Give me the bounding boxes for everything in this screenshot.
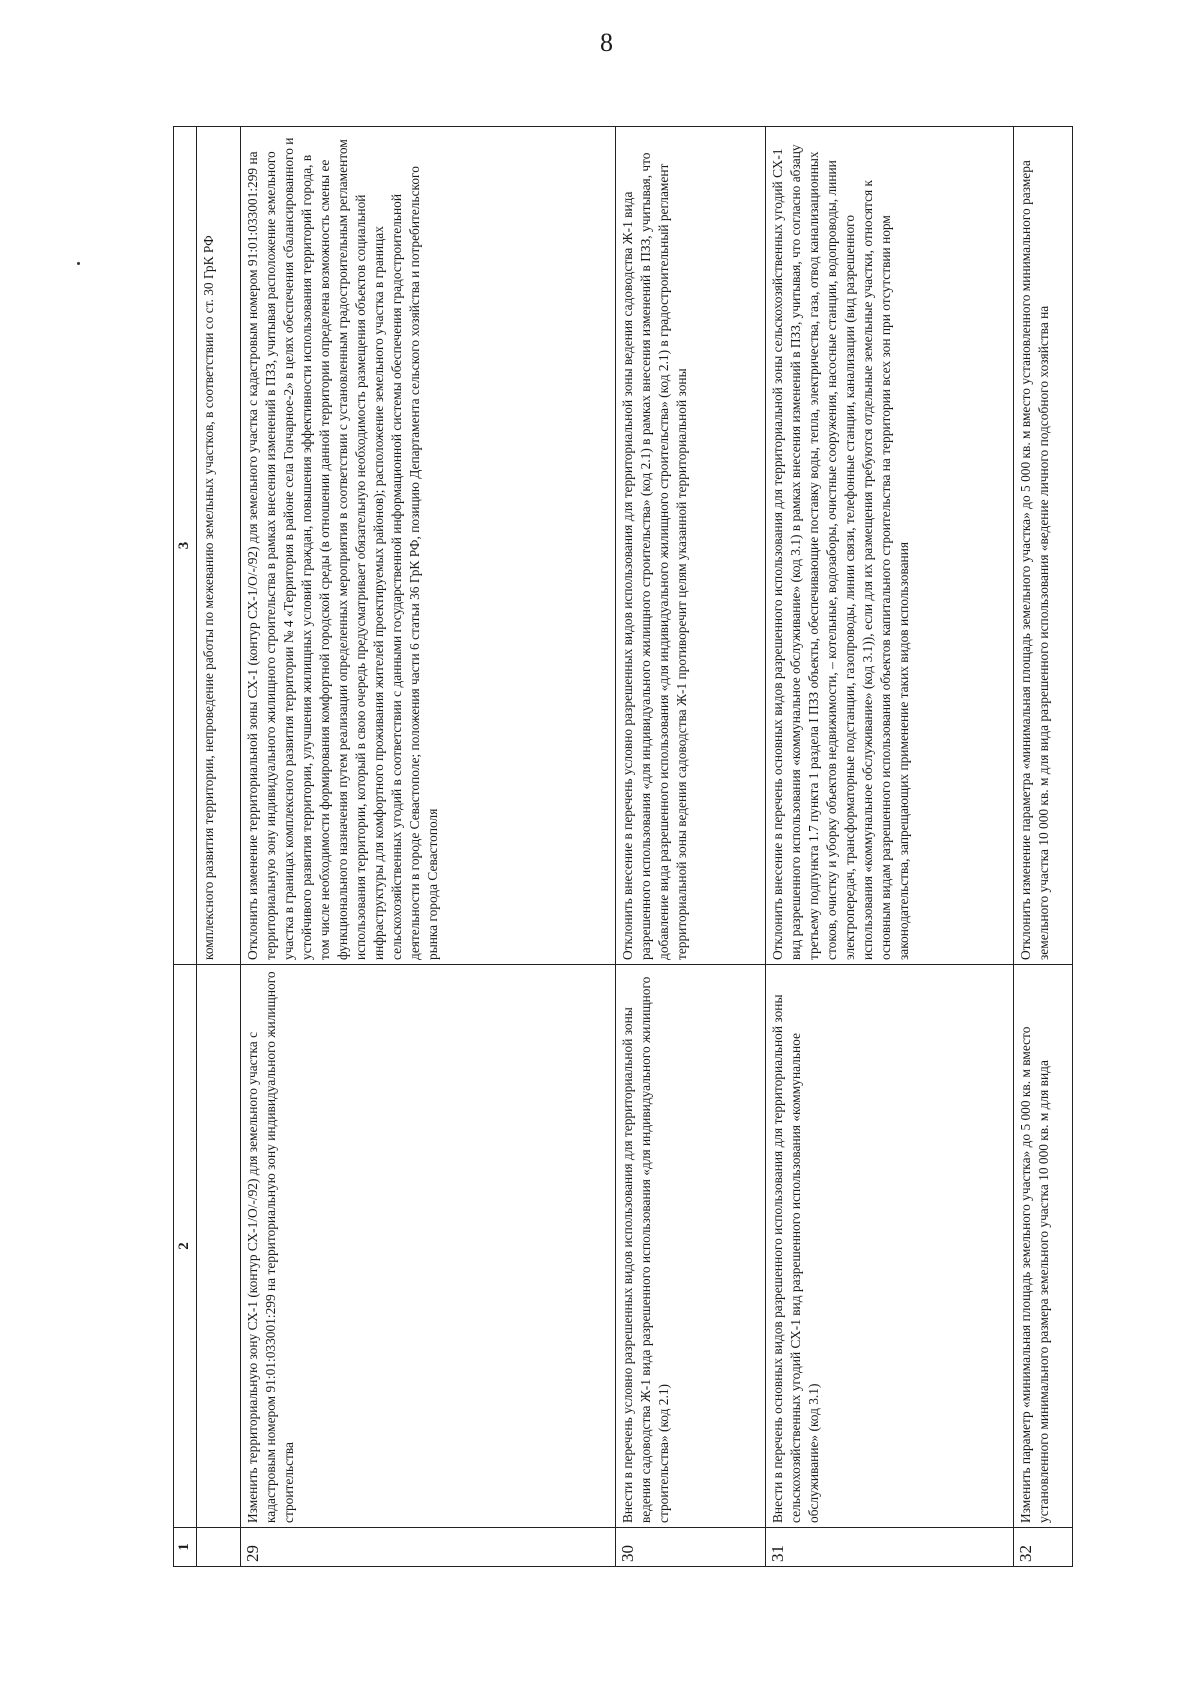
decision-cell: Отклонить внесение в перечень основных видов разрешенного использования для территориальной зоны сельскохозяйственных угодий СХ-1 вид разрешенного использования «коммунальное обслуживание» (код 3.1) в рамках внесения изменений в ПЗЗ, учитывая, что согласно абзацу третьему подпункта 1.7 пункта 1 раздела I ПЗЗ объекты, обеспечивающие поставку воды, тепла, электричества, газа, отвод канализационных стоков, очистку и уборку объектов недвижимости, – котельные, водозаборы, очистные сооружения, насосные станции, водопроводы, линии электропередач, трансформаторные подстанции, газопроводы, линии связи, телефонные станции, канализации (вид разрешенного использования «коммунальное обслуживание» (код 3.1)), если для их размещения требуются отдельные земельные участки, относятся к основным видам разрешенного использования объектов капитального строительства на территории всех зон при отсутствии норм законодательства, запрещающих применение таких видов использования bbox=[766, 127, 1014, 965]
decision-cell: Отклонить внесение в перечень условно разрешенных видов использования для территориальной зоны ведения садоводства Ж-1 вида разрешенного использования «для индивидуального жилищного строительства» (код 2.1) в рамках внесения изменений в ПЗЗ, учитывая, что добавление вида разрешенного использования «для индивидуального жилищного строительства» (код 2.1) в градостроительный регламент территориальной зоны ведения садоводства Ж-1 противоречит целям указанной территориальной зоны bbox=[616, 127, 766, 965]
row-number: 31 bbox=[766, 1528, 1014, 1567]
header-row bbox=[174, 127, 197, 1567]
continuation-decision-cell: комплексного развития территории, непроведение работы по межеванию земельных участков, в соответствии со ст. 30 ГрК РФ bbox=[197, 127, 241, 965]
decisions-table bbox=[173, 126, 1073, 1567]
decision-cell: Отклонить изменение территориальной зоны СХ-1 (контур СХ-1/О/-/92) для земельного участка с кадастровым номером 91:01:033001:299 на территориальную зону индивидуального жилищного строительства в рамках внесения изменений в ПЗЗ, учитывая расположение земельного участка в границах комплексного развития территории № 4 «Территория в районе села Гончарное-2» в целях обеспечения сбалансированного и устойчивого развития территории, улучшения жилищных условий граждан, повышения эффективности использования территорий города, в том числе необходимости формирования комфортной городской среды (в отношении данной территории определена возможность смены ее функционального назначения путем реализации определенных мероприятия в соответствии с установленным градостроительным регламентом использования территории, который в свою очередь предусматривает обязательную необходимость размещения объектов социальной инфраструктуры для комфортного проживания жителей проектируемых районов); расположение земельного участка в границах сельскохозяйственных угодий в соответствии с данными государственной информационной системы обеспечения градостроительной деятельности в городе Севастополе; положения части 6 статьи 36 ГрК РФ, позицию Департамента сельского хозяйства и потребительского рынка города Севастополя bbox=[241, 127, 616, 965]
table-row bbox=[1014, 127, 1073, 1567]
column-header-2: 2 bbox=[174, 965, 197, 1528]
continuation-num-cell bbox=[197, 1528, 241, 1567]
continuation-row bbox=[197, 127, 241, 1567]
column-header-1: 1 bbox=[174, 1528, 197, 1567]
continuation-proposal-cell bbox=[197, 965, 241, 1528]
proposal-cell: Внести в перечень условно разрешенных видов использования для территориальной зоны ведения садоводства Ж-1 вида разрешенного использования «для индивидуального жилищного строительства» (код 2.1) bbox=[616, 965, 766, 1528]
row-number: 29 bbox=[241, 1528, 616, 1567]
row-number: 30 bbox=[616, 1528, 766, 1567]
column-header-3: 3 bbox=[174, 127, 197, 965]
table-row bbox=[766, 127, 1014, 1567]
page-number: 8 bbox=[600, 28, 613, 57]
table-row bbox=[616, 127, 766, 1567]
decision-cell: Отклонить изменение параметра «минимальная площадь земельного участка» до 5 000 кв. м вместо установленного минимального размера земельного участка 10 000 кв. м для вида разрешенного использования «ведение личного подсобного хозяйства на bbox=[1014, 127, 1073, 965]
proposal-cell: Внести в перечень основных видов разрешенного использования для территориальной зоны сельскохозяйственных угодий СХ-1 вид разрешенного использования «коммунальное обслуживание» (код 3.1) bbox=[766, 965, 1014, 1528]
proposal-cell: Изменить параметр «минимальная площадь земельного участка» до 5 000 кв. м вместо установленного минимального размера земельного участка 10 000 кв. м для вида bbox=[1014, 965, 1073, 1528]
rotated-table-wrapper bbox=[173, 127, 1051, 1567]
row-number: 32 bbox=[1014, 1528, 1073, 1567]
table-row bbox=[241, 127, 616, 1567]
proposal-cell: Изменить территориальную зону СХ-1 (контур СХ-1/О/-/92) для земельного участка с кадастровым номером 91:01:033001:299 на территориальную зону индивидуального жилищного строительства bbox=[241, 965, 616, 1528]
scan-speck bbox=[77, 262, 80, 265]
